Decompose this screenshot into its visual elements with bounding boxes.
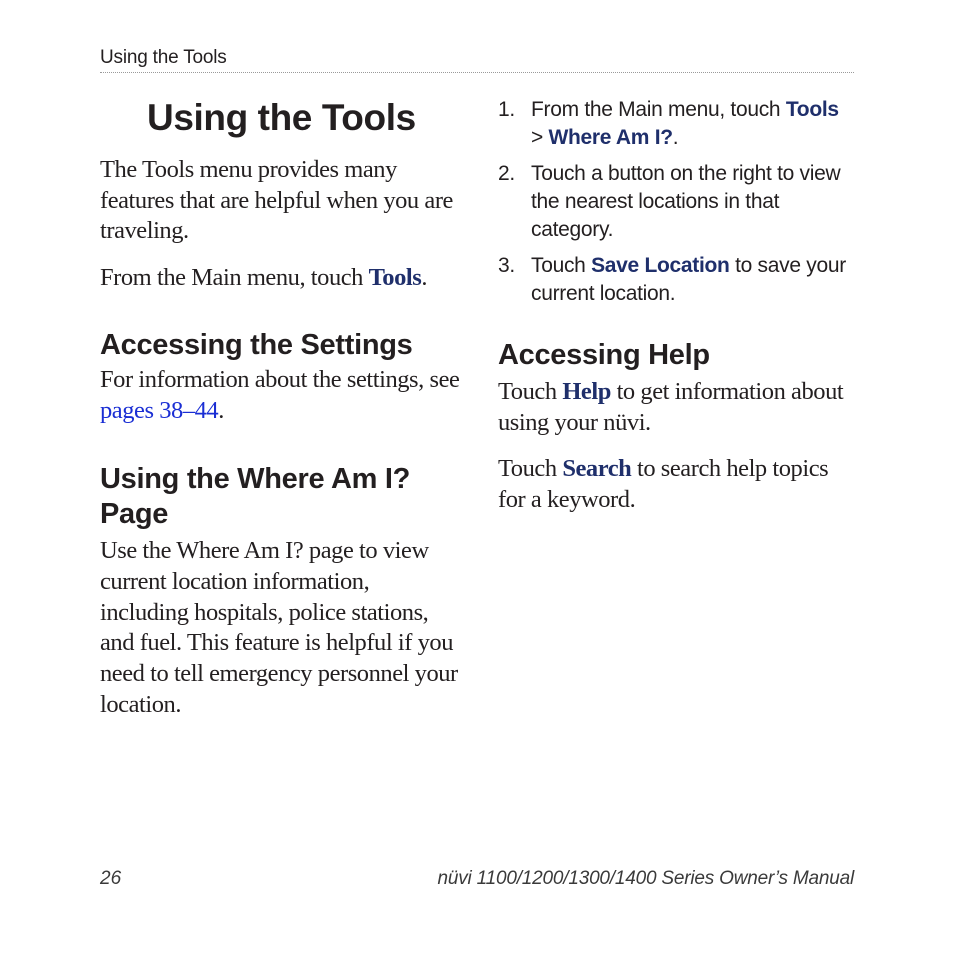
- step-number: 3.: [498, 254, 515, 277]
- search-paragraph: [498, 454, 858, 515]
- page-number: 26: [100, 868, 122, 889]
- tools-instruction: [100, 263, 460, 294]
- step-text-pre: From the Main menu, touch: [531, 98, 786, 121]
- header-divider: [100, 72, 854, 73]
- step-text-pre: Touch: [531, 254, 592, 277]
- help-heading: Accessing Help: [498, 339, 710, 371]
- help-keyword: Help: [562, 378, 611, 405]
- where-am-i-paragraph: Use the Where Am I? page to view current location information, including hospitals, police stations, and fuel. This feature is helpful if you need to tell emergency personnel your location.: [100, 537, 458, 718]
- search-text-pre: Touch: [498, 455, 563, 483]
- settings-text-post: .: [218, 396, 224, 424]
- step-number: 1.: [498, 98, 515, 121]
- tools-keyword: Tools: [785, 98, 839, 121]
- intro-paragraph: The Tools menu provides many features that are helpful when you are traveling.: [100, 156, 453, 245]
- tools-keyword: Tools: [368, 264, 422, 292]
- steps-list: [498, 96, 858, 308]
- tools-instruction-post: .: [421, 264, 428, 292]
- pages-link[interactable]: pages 38–44: [100, 396, 219, 424]
- step-item: [498, 160, 858, 244]
- help-text-pre: Touch: [498, 378, 563, 405]
- step-item: [498, 252, 858, 308]
- step-text-post: .: [672, 126, 679, 149]
- settings-heading: Accessing the Settings: [100, 328, 413, 361]
- tools-instruction-pre: From the Main menu, touch: [100, 264, 369, 292]
- save-location-keyword: Save Location: [591, 254, 730, 277]
- right-column: [498, 92, 858, 516]
- running-header: Using the Tools: [100, 47, 227, 68]
- settings-text-pre: For information about the settings, see: [100, 365, 460, 393]
- search-keyword: Search: [562, 455, 632, 483]
- where-am-i-keyword: Where Am I?: [548, 126, 673, 149]
- settings-paragraph: [100, 365, 460, 426]
- where-am-i-heading: Using the Where Am I? Page: [100, 463, 411, 531]
- step-number: 2.: [498, 162, 515, 185]
- step-text: Touch a button on the right to view the nearest locations in that category.: [531, 162, 841, 241]
- manual-title: nüvi 1100/1200/1300/1400 Series Owner’s Manual: [437, 868, 854, 889]
- left-column: [100, 92, 460, 720]
- help-paragraph: [498, 377, 858, 438]
- step-text-post: to save your current location.: [531, 254, 846, 305]
- step-item: [498, 96, 858, 152]
- page-title: Using the Tools: [147, 97, 416, 138]
- step-text-mid: >: [531, 126, 549, 149]
- search-text-post: to search help topics for a keyword.: [498, 455, 829, 514]
- help-text-post: to get information about using your nüvi.: [498, 378, 844, 436]
